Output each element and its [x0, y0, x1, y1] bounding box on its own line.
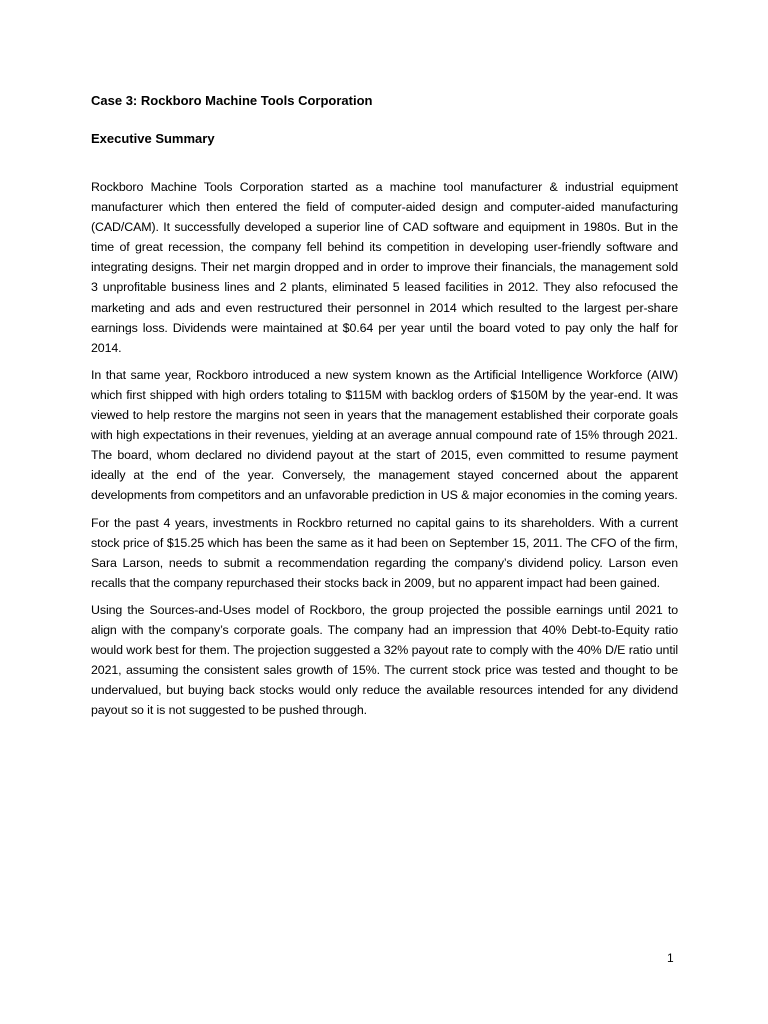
paragraph-4: Using the Sources-and-Uses model of Rockboro, the group projected the possible earnings until 2021 to align with the company’s corporate goals. The company had an impression that 40% Debt-to-Equity ratio would work best for them. The projection suggested a 32% payout rate to comply with the 40% D/E ratio until 2021, assuming the consistent sales growth of 15%. The current stock price was tested and thought to be undervalued, but buying back stocks would only reduce the available resources intended for any dividend payout so it is not suggested to be pushed through. [91, 602, 678, 718]
section-heading: Executive Summary [91, 131, 215, 146]
page-number: 1 [667, 951, 674, 965]
paragraph-2: In that same year, Rockboro introduced a new system known as the Artificial Intelligence Workforce (AIW) which first shipped with high orders totaling to $115M with backlog orders of $150M by the year-end. It was viewed to help restore the margins not seen in years that the management established their corporate goals with high expectations in their revenues, yielding at an average annual compound rate of 15% through 2021. The board, whom declared no dividend payout at the start of 2015, even committed to resume payment ideally at the end of the year. Conversely, the management stayed concerned about the apparent developments from competitors and an unfavorable prediction in US & major economies in the coming years. [91, 367, 678, 503]
paragraph-3: For the past 4 years, investments in Rockbro returned no capital gains to its shareholders. With a current stock price of $15.25 which has been the same as it had been on September 15, 2011. The CFO of the firm, Sara Larson, needs to submit a recommendation regarding the company’s dividend policy. Larson even recalls that the company repurchased their stocks back in 2009, but no apparent impact had been gained. [91, 515, 678, 590]
paragraph-1: Rockboro Machine Tools Corporation started as a machine tool manufacturer & industrial equipment manufacturer which then entered the field of computer-aided design and computer-aided manufacturing (CAD/CAM). It successfully developed a superior line of CAD software and equipment in 1980s. But in the time of great recession, the company fell behind its competition in developing user-friendly software and integrating designs. Their net margin dropped and in order to improve their financials, the management sold 3 unprofitable business lines and 2 plants, eliminated 5 leased facilities in 2012. They also refocused the marketing and ads and even restructured their personnel in 2014 which resulted to the largest per-share earnings loss. Dividends were maintained at $0.64 per year until the board voted to pay only the half for 2014. [91, 180, 678, 355]
document-body [91, 93, 678, 720]
case-title: Case 3: Rockboro Machine Tools Corporation [91, 93, 373, 108]
